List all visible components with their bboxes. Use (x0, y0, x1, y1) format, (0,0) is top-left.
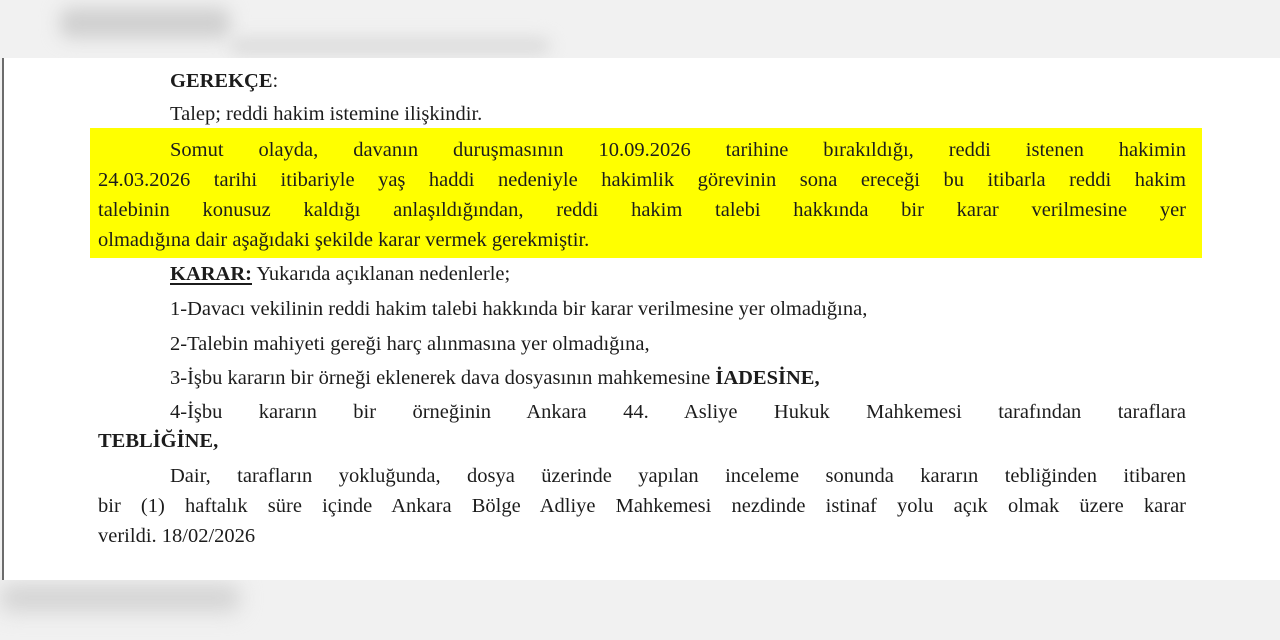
closing-line-3: verildi. 18/02/2026 (98, 525, 256, 547)
decision-item-4-bold: TEBLİĞİNE, (98, 430, 219, 452)
gerekce-colon: : (272, 70, 279, 92)
closing-line-1: Dair, tarafların yokluğunda, dosya üzerinde yapılan inceleme sonunda kararın tebliğinden itibaren (170, 465, 1186, 487)
decision-item-3 (170, 365, 820, 391)
karar-label: KARAR: (170, 263, 252, 285)
gerekce-heading (170, 68, 278, 94)
decision-item-3-bold: İADESİNE, (715, 367, 820, 389)
closing-line-2: bir (1) haftalık süre içinde Ankara Bölge Adliye Mahkemesi nezdinde istinaf yolu açık olmak üzere karar (98, 495, 1186, 517)
highlight-line-3: talebinin konusuz kaldığı anlaşıldığından, reddi hakim talebi hakkında bir karar verilmesine yer (98, 199, 1186, 221)
decision-item-1: 1-Davacı vekilinin reddi hakim talebi hakkında bir karar verilmesine yer olmadığına, (170, 298, 868, 320)
decision-item-2: 2-Talebin mahiyeti gereği harç alınmasına yer olmadığına, (170, 333, 650, 355)
highlight-line-2: 24.03.2026 tarihi itibariyle yaş haddi nedeniyle hakimlik görevinin sona ereceği bu itibarla reddi hakim (98, 169, 1186, 191)
document-body (4, 58, 1280, 580)
blurred-header-text (60, 8, 230, 38)
gerekce-title: GEREKÇE (170, 70, 273, 92)
karar-line (170, 261, 510, 287)
highlight-line-1: Somut olayda, davanın duruşmasının 10.09.2026 tarihine bırakıldığı, reddi istenen hakimin (170, 139, 1186, 161)
karar-text: Yukarıda açıklanan nedenlerle; (252, 263, 511, 285)
talep-line: Talep; reddi hakim istemine ilişkindir. (170, 103, 483, 125)
highlight-line-4: olmadığına dair aşağıdaki şekilde karar vermek gerekmiştir. (98, 229, 590, 251)
decision-item-4-line-1: 4-İşbu kararın bir örneğinin Ankara 44. Asliye Hukuk Mahkemesi tarafından taraflara (170, 401, 1186, 423)
document-page (2, 58, 1280, 580)
blurred-header-text-secondary (230, 38, 550, 54)
decision-item-3-text: 3-İşbu kararın bir örneği eklenerek dava dosyasının mahkemesine (170, 367, 716, 389)
blurred-footer-text (0, 584, 240, 612)
